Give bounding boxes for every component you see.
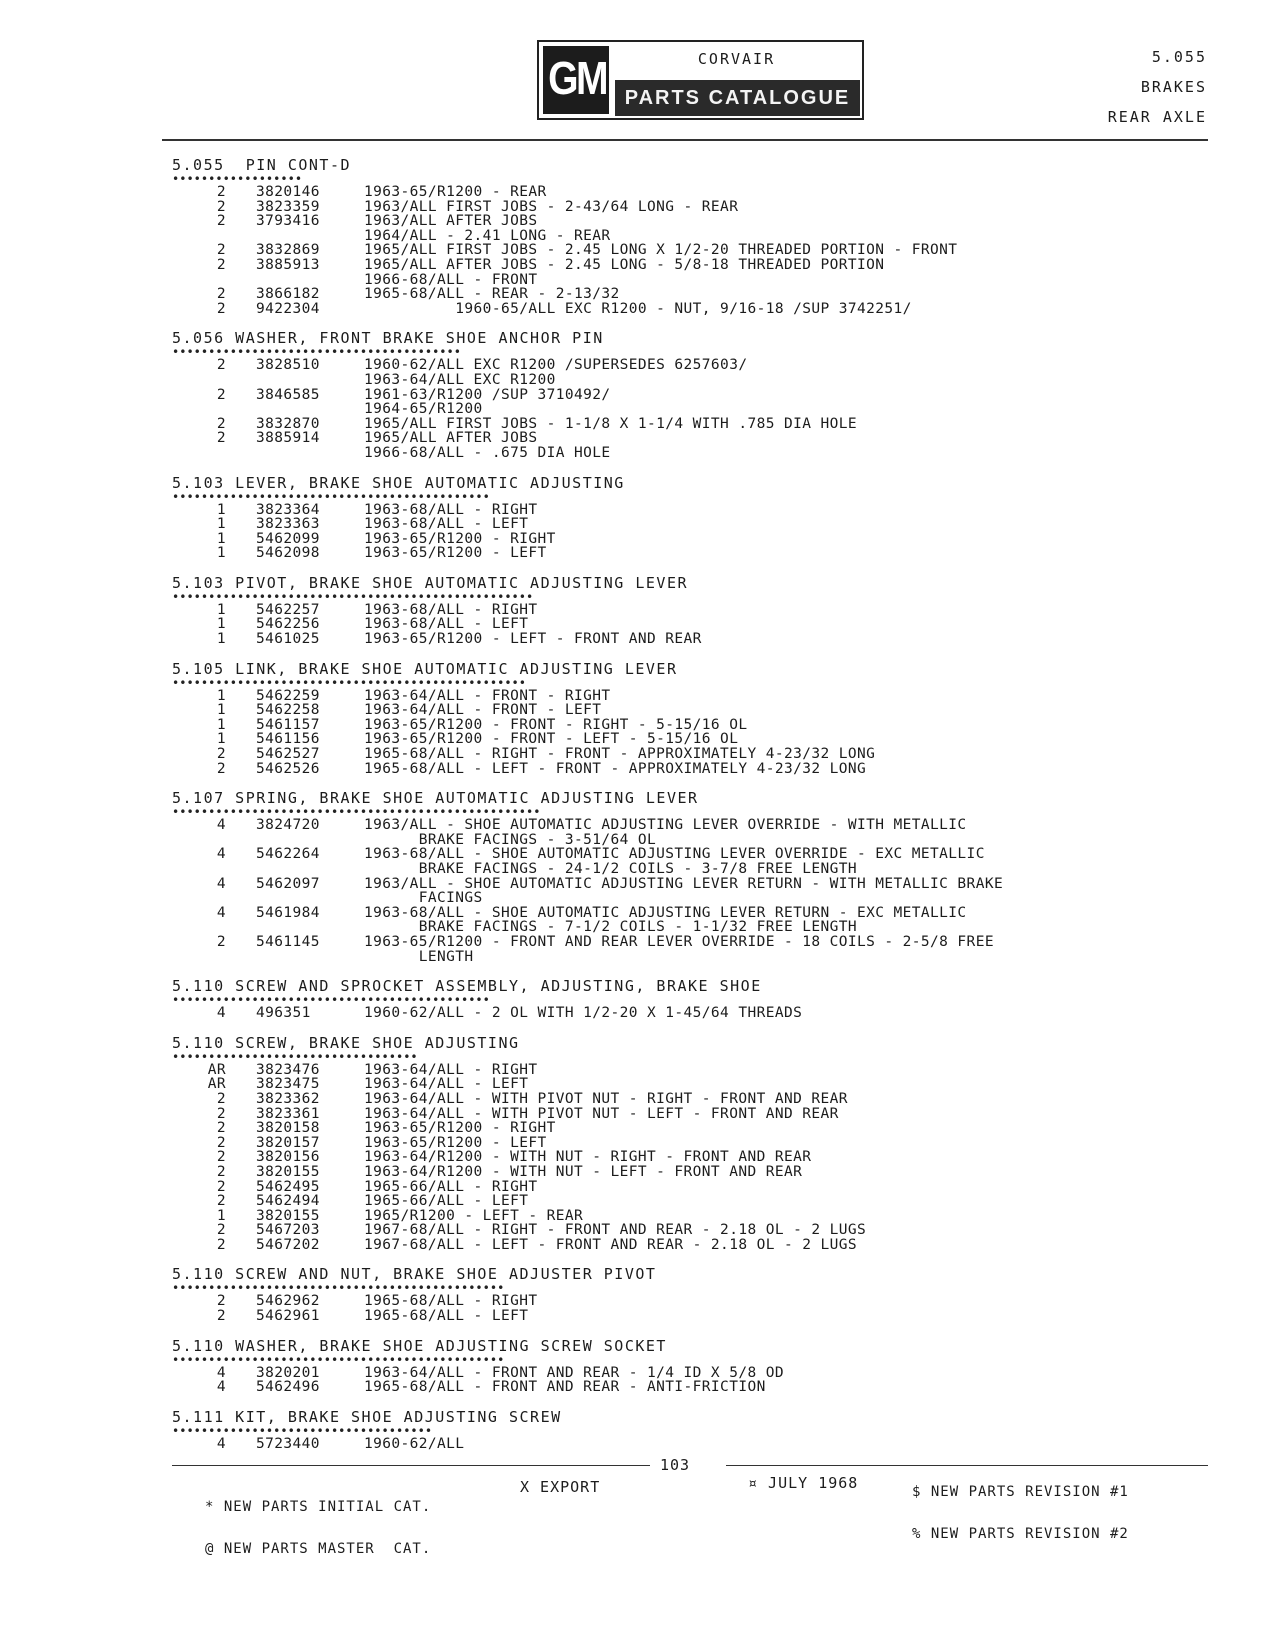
part-number: 5461984 — [256, 904, 320, 921]
section-dot-leader: •••••••••••••••••••••••••••••••••••••••••••• — [172, 996, 490, 1007]
part-number — [256, 273, 364, 288]
part-quantity: 1 — [216, 1207, 226, 1224]
part-number: 3832869 — [256, 242, 320, 259]
part-row — [172, 847, 1232, 862]
parts-section — [172, 659, 1232, 777]
part-row — [172, 1309, 1232, 1324]
part-number: 3823476 — [256, 1061, 320, 1078]
subgroup-name: REAR AXLE — [1107, 108, 1207, 126]
part-description: 1963/ALL - SHOE AUTOMATIC ADJUSTING LEVER OVERRIDE - WITH METALLIC — [364, 817, 967, 834]
part-description: FACINGS — [364, 890, 483, 907]
part-number: 3866182 — [256, 286, 320, 303]
part-quantity: 2 — [216, 198, 226, 215]
part-row — [172, 950, 1232, 965]
part-description: 1963-68/ALL - LEFT — [364, 616, 529, 633]
part-quantity: 1 — [216, 631, 226, 648]
part-row — [172, 1150, 1232, 1165]
part-number: 5462099 — [256, 530, 320, 547]
part-number: 3823364 — [256, 501, 320, 518]
part-number: 3823359 — [256, 198, 320, 215]
section-title: 5.107 SPRING, BRAKE SHOE AUTOMATIC ADJUSTING LEVER — [172, 789, 699, 808]
part-quantity: 2 — [216, 1149, 226, 1166]
part-quantity: 2 — [216, 933, 226, 950]
part-quantity: 2 — [216, 256, 226, 273]
part-row — [172, 388, 1232, 403]
part-description: 1964-65/R1200 — [364, 401, 483, 418]
part-row — [172, 1006, 1232, 1021]
part-quantity — [172, 402, 256, 417]
part-row — [172, 1194, 1232, 1209]
section-title: 5.105 LINK, BRAKE SHOE AUTOMATIC ADJUSTING LEVER — [172, 659, 678, 678]
part-row — [172, 906, 1232, 921]
part-number: 3820155 — [256, 1207, 320, 1224]
part-row — [172, 891, 1232, 906]
parts-section — [172, 976, 1232, 1021]
part-description: 1963-64/ALL - RIGHT — [364, 1061, 538, 1078]
logo-catalogue-banner: PARTS CATALOGUE — [615, 80, 860, 116]
part-number: 5462494 — [256, 1193, 320, 1210]
part-description: BRAKE FACINGS - 7-1/2 COILS - 1-1/32 FREE LENGTH — [364, 919, 858, 936]
part-description: 1963-64/ALL - WITH PIVOT NUT - LEFT - FRONT AND REAR — [364, 1105, 839, 1122]
part-description: 1963-68/ALL - RIGHT — [364, 501, 538, 518]
part-number — [256, 229, 364, 244]
part-row — [172, 1107, 1232, 1122]
part-row — [172, 287, 1232, 302]
part-quantity: 2 — [216, 300, 226, 317]
legend-revision-2: % NEW PARTS REVISION #2 — [912, 1526, 1129, 1542]
part-number: 3823475 — [256, 1076, 320, 1093]
part-description: 1967-68/ALL - RIGHT - FRONT AND REAR - 2.18 OL - 2 LUGS — [364, 1222, 867, 1239]
part-quantity — [172, 833, 256, 848]
part-quantity: 2 — [216, 1222, 226, 1239]
part-quantity: 2 — [216, 1120, 226, 1137]
part-description: 1963-65/R1200 - LEFT — [364, 545, 547, 562]
part-quantity: 4 — [216, 817, 226, 834]
section-dot-leader: •••••••••••••••••••••••••••••••••••••••••••••••••• — [172, 592, 534, 603]
part-description: 1963-64/R1200 - WITH NUT - LEFT - FRONT AND REAR — [364, 1163, 803, 1180]
part-number: 5462495 — [256, 1178, 320, 1195]
part-row — [172, 833, 1232, 848]
part-description: 1963-65/R1200 - REAR — [364, 184, 547, 200]
part-description: 1963-65/R1200 - RIGHT — [364, 530, 556, 547]
part-description: 1960-62/ALL - 2 OL WITH 1/2-20 X 1-45/64 THREADS — [364, 1005, 803, 1022]
part-quantity: 2 — [216, 242, 226, 259]
section-title: 5.055 PIN CONT-D — [172, 156, 352, 174]
legend-export: X EXPORT — [520, 1478, 601, 1496]
section-title: 5.056 WASHER, FRONT BRAKE SHOE ANCHOR PIN — [172, 329, 604, 348]
part-quantity: 2 — [216, 1178, 226, 1195]
part-row — [172, 273, 1232, 288]
part-row — [172, 1077, 1232, 1092]
part-quantity: 2 — [216, 760, 226, 777]
part-number: 5462259 — [256, 687, 320, 704]
part-row — [172, 302, 1232, 317]
part-number: 5462496 — [256, 1379, 320, 1396]
part-number: 5462097 — [256, 875, 320, 892]
part-quantity: 1 — [216, 601, 226, 618]
part-number: 5461156 — [256, 731, 320, 748]
part-quantity: 2 — [216, 357, 226, 374]
parts-section — [172, 1407, 1232, 1452]
part-quantity: 2 — [216, 1090, 226, 1107]
part-row — [172, 732, 1232, 747]
part-quantity: 4 — [216, 1364, 226, 1381]
part-row — [172, 1180, 1232, 1195]
logo-model-name: CORVAIR — [697, 50, 776, 68]
header-divider — [162, 139, 1208, 141]
part-quantity: 2 — [216, 1193, 226, 1210]
part-description: 1965-68/ALL - REAR - 2-13/32 — [364, 286, 620, 303]
part-row — [172, 1165, 1232, 1180]
section-dot-leader: •••••••••••••••••••••••••••••••••••••••• — [172, 348, 461, 359]
part-row — [172, 1437, 1232, 1452]
part-description: 1965/R1200 - LEFT - REAR — [364, 1207, 584, 1224]
part-description: 1965-68/ALL - LEFT - FRONT - APPROXIMATELY 4-23/32 LONG — [364, 760, 867, 777]
part-number — [256, 920, 364, 935]
part-number: 5461157 — [256, 716, 320, 733]
part-number — [256, 833, 364, 848]
part-description: 1963-65/R1200 - FRONT - RIGHT - 5-15/16 OL — [364, 716, 748, 733]
part-row — [172, 718, 1232, 733]
part-description: 1963-65/R1200 - RIGHT — [364, 1120, 556, 1137]
part-quantity: 1 — [216, 716, 226, 733]
part-number — [256, 373, 364, 388]
part-quantity — [172, 950, 256, 965]
part-number: 5723440 — [256, 1435, 320, 1452]
part-row — [172, 358, 1232, 373]
footer-divider-left — [172, 1465, 650, 1466]
part-description: 1963-65/R1200 - FRONT - LEFT - 5-15/16 OL — [364, 731, 739, 748]
part-quantity — [172, 891, 256, 906]
part-number: 5462257 — [256, 601, 320, 618]
part-description: 1961-63/R1200 /SUP 3710492/ — [364, 386, 611, 403]
part-description: 1966-68/ALL - FRONT — [364, 271, 538, 288]
part-row — [172, 603, 1232, 618]
part-row — [172, 517, 1232, 532]
section-dot-leader: •••••••••••••••••••••••••••••••••• — [172, 1052, 418, 1063]
part-row — [172, 920, 1232, 935]
part-quantity — [172, 273, 256, 288]
part-description: 1966-68/ALL - .675 DIA HOLE — [364, 444, 611, 461]
part-row — [172, 1380, 1232, 1395]
part-row — [172, 1092, 1232, 1107]
part-description: 1963/ALL AFTER JOBS — [364, 213, 538, 230]
part-row — [172, 446, 1232, 461]
part-row — [172, 617, 1232, 632]
parts-section — [172, 155, 1232, 316]
section-dot-leader: •••••••••••••••••• — [172, 175, 303, 185]
part-quantity: 2 — [216, 1293, 226, 1310]
part-number: 5461025 — [256, 631, 320, 648]
part-row — [172, 1136, 1232, 1151]
group-name: BRAKES — [1140, 78, 1207, 96]
group-number: 5.055 — [1151, 48, 1207, 66]
part-description: 1963/ALL - SHOE AUTOMATIC ADJUSTING LEVER RETURN - WITH METALLIC BRAKE — [364, 875, 1004, 892]
section-dot-leader: •••••••••••••••••••••••••••••••••••••••••••••• — [172, 1355, 505, 1366]
part-quantity: AR — [207, 1076, 226, 1093]
part-description: 1965-68/ALL - RIGHT — [364, 1293, 538, 1310]
section-dot-leader: •••••••••••••••••••••••••••••••••••••••••••••• — [172, 1284, 505, 1295]
part-quantity: 1 — [216, 702, 226, 719]
section-title: 5.110 SCREW, BRAKE SHOE ADJUSTING — [172, 1033, 520, 1052]
part-description: 1963-68/ALL - SHOE AUTOMATIC ADJUSTING LEVER OVERRIDE - EXC METALLIC — [364, 846, 985, 863]
part-row — [172, 1223, 1232, 1238]
footer-legend-left — [205, 1472, 431, 1584]
section-dot-leader: ••••••••••••••••••••••••••••••••••••••••••••••••• — [172, 678, 527, 689]
part-quantity: 4 — [216, 846, 226, 863]
part-quantity: 2 — [216, 1134, 226, 1151]
part-quantity — [172, 862, 256, 877]
gm-logo-mark: GM — [543, 46, 609, 114]
section-title: 5.103 LEVER, BRAKE SHOE AUTOMATIC ADJUSTING — [172, 473, 625, 492]
part-description: 1963-68/ALL - LEFT — [364, 516, 529, 533]
part-description: 1963-64/ALL - FRONT - LEFT — [364, 702, 602, 719]
part-quantity: 1 — [216, 516, 226, 533]
parts-section — [172, 1033, 1232, 1253]
part-row — [172, 1238, 1232, 1253]
part-number — [256, 862, 364, 877]
part-quantity — [172, 446, 256, 461]
part-number: 9422304 — [256, 300, 320, 317]
group-header — [1108, 42, 1207, 132]
part-quantity: 1 — [216, 545, 226, 562]
part-description: 1960-62/ALL — [364, 1435, 465, 1452]
part-number: 5462258 — [256, 702, 320, 719]
part-number: 5467203 — [256, 1222, 320, 1239]
parts-section — [172, 573, 1232, 647]
part-quantity: 1 — [216, 687, 226, 704]
part-row — [172, 632, 1232, 647]
part-description: 1960-62/ALL EXC R1200 /SUPERSEDES 6257603/ — [364, 357, 748, 374]
part-number: 496351 — [256, 1005, 311, 1022]
part-number: 3820157 — [256, 1134, 320, 1151]
part-row — [172, 1294, 1232, 1309]
part-description: 1965/ALL FIRST JOBS - 2.45 LONG X 1/2-20 THREADED PORTION - FRONT — [364, 242, 958, 259]
part-row — [172, 747, 1232, 762]
section-title: 5.110 SCREW AND SPROCKET ASSEMBLY, ADJUSTING, BRAKE SHOE — [172, 977, 762, 996]
part-number: 3832870 — [256, 415, 320, 432]
part-description: 1965-66/ALL - RIGHT — [364, 1178, 538, 1195]
part-row — [172, 243, 1232, 258]
part-description: BRAKE FACINGS - 24-1/2 COILS - 3-7/8 FREE LENGTH — [364, 861, 858, 877]
part-quantity: 1 — [216, 501, 226, 518]
page-number: 103 — [660, 1456, 691, 1474]
part-quantity: 2 — [216, 415, 226, 432]
parts-section — [172, 328, 1232, 460]
part-quantity: 4 — [216, 904, 226, 921]
part-description: 1963-65/R1200 - LEFT - FRONT AND REAR — [364, 631, 702, 648]
part-quantity: 1 — [216, 530, 226, 547]
part-row — [172, 1121, 1232, 1136]
part-description: 1963-64/ALL - LEFT — [364, 1076, 529, 1093]
part-row — [172, 503, 1232, 518]
parts-section — [172, 1336, 1232, 1395]
part-number — [256, 446, 364, 461]
part-quantity: 2 — [216, 1163, 226, 1180]
part-description: BRAKE FACINGS - 3-51/64 OL — [364, 831, 657, 848]
part-description: LENGTH — [364, 948, 474, 965]
part-quantity: 2 — [216, 1308, 226, 1325]
part-row — [172, 431, 1232, 446]
footer-legend-right — [912, 1457, 1129, 1569]
part-row — [172, 258, 1232, 273]
section-title: 5.103 PIVOT, BRAKE SHOE AUTOMATIC ADJUSTING LEVER — [172, 573, 689, 592]
part-number: 5462256 — [256, 616, 320, 633]
part-number: 3823361 — [256, 1105, 320, 1122]
part-row — [172, 703, 1232, 718]
part-number: 5461145 — [256, 933, 320, 950]
part-number: 3820158 — [256, 1120, 320, 1137]
part-description: 1963-64/ALL - WITH PIVOT NUT - RIGHT - FRONT AND REAR — [364, 1090, 848, 1107]
section-dot-leader: •••••••••••••••••••••••••••••••••••••••••••• — [172, 492, 490, 503]
part-number: 3793416 — [256, 213, 320, 230]
part-number: 3885913 — [256, 256, 320, 273]
part-row — [172, 229, 1232, 244]
part-number — [256, 891, 364, 906]
parts-section — [172, 473, 1232, 561]
part-row — [172, 762, 1232, 777]
part-description: 1960-65/ALL EXC R1200 - NUT, 9/16-18 /SUP 3742251/ — [364, 300, 912, 317]
part-row — [172, 402, 1232, 417]
part-number: 3824720 — [256, 817, 320, 834]
part-description: 1965-66/ALL - LEFT — [364, 1193, 529, 1210]
part-number: 5462264 — [256, 846, 320, 863]
part-description: 1965-68/ALL - RIGHT - FRONT - APPROXIMATELY 4-23/32 LONG — [364, 746, 876, 763]
part-description: 1965/ALL AFTER JOBS - 2.45 LONG - 5/8-18 THREADED PORTION — [364, 256, 885, 273]
part-number: 3820155 — [256, 1163, 320, 1180]
part-number: 5462962 — [256, 1293, 320, 1310]
parts-section — [172, 1264, 1232, 1323]
part-description: 1965-68/ALL - LEFT — [364, 1308, 529, 1325]
part-quantity: 2 — [216, 746, 226, 763]
part-quantity: AR — [207, 1061, 226, 1078]
part-number: 3820146 — [256, 184, 320, 200]
part-row — [172, 818, 1232, 833]
part-description: 1965-68/ALL - FRONT AND REAR - ANTI-FRICTION — [364, 1379, 766, 1396]
part-description: 1963-64/ALL EXC R1200 — [364, 371, 556, 388]
part-quantity: 4 — [216, 1435, 226, 1452]
part-row — [172, 1209, 1232, 1224]
parts-list — [172, 155, 1232, 1463]
part-row — [172, 373, 1232, 388]
part-number: 3846585 — [256, 386, 320, 403]
part-quantity: 1 — [216, 731, 226, 748]
section-title: 5.110 WASHER, BRAKE SHOE ADJUSTING SCREW SOCKET — [172, 1336, 667, 1355]
part-number: 3820156 — [256, 1149, 320, 1166]
part-number: 5467202 — [256, 1236, 320, 1253]
part-quantity — [172, 373, 256, 388]
part-row — [172, 862, 1232, 877]
part-number: 5462526 — [256, 760, 320, 777]
section-dot-leader: ••••••••••••••••••••••••••••••••••••••••••••••••••• — [172, 808, 541, 819]
part-row — [172, 200, 1232, 215]
part-description: 1963-64/ALL - FRONT AND REAR - 1/4 ID X 5/8 OD — [364, 1364, 784, 1381]
section-dot-leader: •••••••••••••••••••••••••••••••••••• — [172, 1426, 433, 1437]
part-description: 1965/ALL AFTER JOBS — [364, 430, 538, 447]
part-description: 1967-68/ALL - LEFT - FRONT AND REAR - 2.18 OL - 2 LUGS — [364, 1236, 858, 1253]
section-title: 5.111 KIT, BRAKE SHOE ADJUSTING SCREW — [172, 1407, 562, 1426]
part-row — [172, 546, 1232, 561]
part-description: 1963-64/ALL - FRONT - RIGHT — [364, 687, 611, 704]
part-quantity: 4 — [216, 1005, 226, 1022]
part-description: 1963-68/ALL - RIGHT — [364, 601, 538, 618]
part-quantity — [172, 920, 256, 935]
part-number: 3828510 — [256, 357, 320, 374]
part-description: 1963/ALL FIRST JOBS - 2-43/64 LONG - REAR — [364, 198, 739, 215]
part-row — [172, 689, 1232, 704]
part-quantity: 4 — [216, 1379, 226, 1396]
part-quantity — [172, 229, 256, 244]
part-description: 1964/ALL - 2.41 LONG - REAR — [364, 227, 611, 244]
part-quantity: 2 — [216, 184, 226, 200]
part-number: 5462098 — [256, 545, 320, 562]
part-quantity: 2 — [216, 430, 226, 447]
part-number: 3820201 — [256, 1364, 320, 1381]
part-row — [172, 214, 1232, 229]
part-quantity: 4 — [216, 875, 226, 892]
part-description: 1963-65/R1200 - FRONT AND REAR LEVER OVERRIDE - 18 COILS - 2-5/8 FREE — [364, 933, 994, 950]
part-row — [172, 1366, 1232, 1381]
part-quantity: 1 — [216, 616, 226, 633]
part-description: 1963-65/R1200 - LEFT — [364, 1134, 547, 1151]
part-number — [256, 950, 364, 965]
part-quantity: 2 — [216, 286, 226, 303]
legend-revision-1: $ NEW PARTS REVISION #1 — [912, 1484, 1129, 1500]
part-quantity: 2 — [216, 213, 226, 230]
part-number: 5462527 — [256, 746, 320, 763]
legend-initial: * NEW PARTS INITIAL CAT. — [205, 1499, 432, 1515]
parts-section — [172, 788, 1232, 964]
part-row — [172, 185, 1232, 200]
part-number: 3823363 — [256, 516, 320, 533]
legend-master: @ NEW PARTS MASTER CAT. — [205, 1541, 432, 1557]
part-quantity: 2 — [216, 1236, 226, 1253]
part-quantity: 2 — [216, 386, 226, 403]
part-row — [172, 935, 1232, 950]
part-description: 1963-64/R1200 - WITH NUT - RIGHT - FRONT AND REAR — [364, 1149, 812, 1166]
part-row — [172, 877, 1232, 892]
part-row — [172, 532, 1232, 547]
part-number: 3885914 — [256, 430, 320, 447]
part-description: 1965/ALL FIRST JOBS - 1-1/8 X 1-1/4 WITH .785 DIA HOLE — [364, 415, 858, 432]
part-number: 3823362 — [256, 1090, 320, 1107]
part-description: 1963-68/ALL - SHOE AUTOMATIC ADJUSTING LEVER RETURN - EXC METALLIC — [364, 904, 967, 921]
part-number: 5462961 — [256, 1308, 320, 1325]
catalogue-date: ¤ JULY 1968 — [748, 1474, 859, 1492]
gm-parts-catalogue-logo — [537, 40, 864, 120]
part-number — [256, 402, 364, 417]
section-title: 5.110 SCREW AND NUT, BRAKE SHOE ADJUSTER PIVOT — [172, 1265, 657, 1284]
part-row — [172, 1063, 1232, 1078]
part-row — [172, 417, 1232, 432]
part-quantity: 2 — [216, 1105, 226, 1122]
